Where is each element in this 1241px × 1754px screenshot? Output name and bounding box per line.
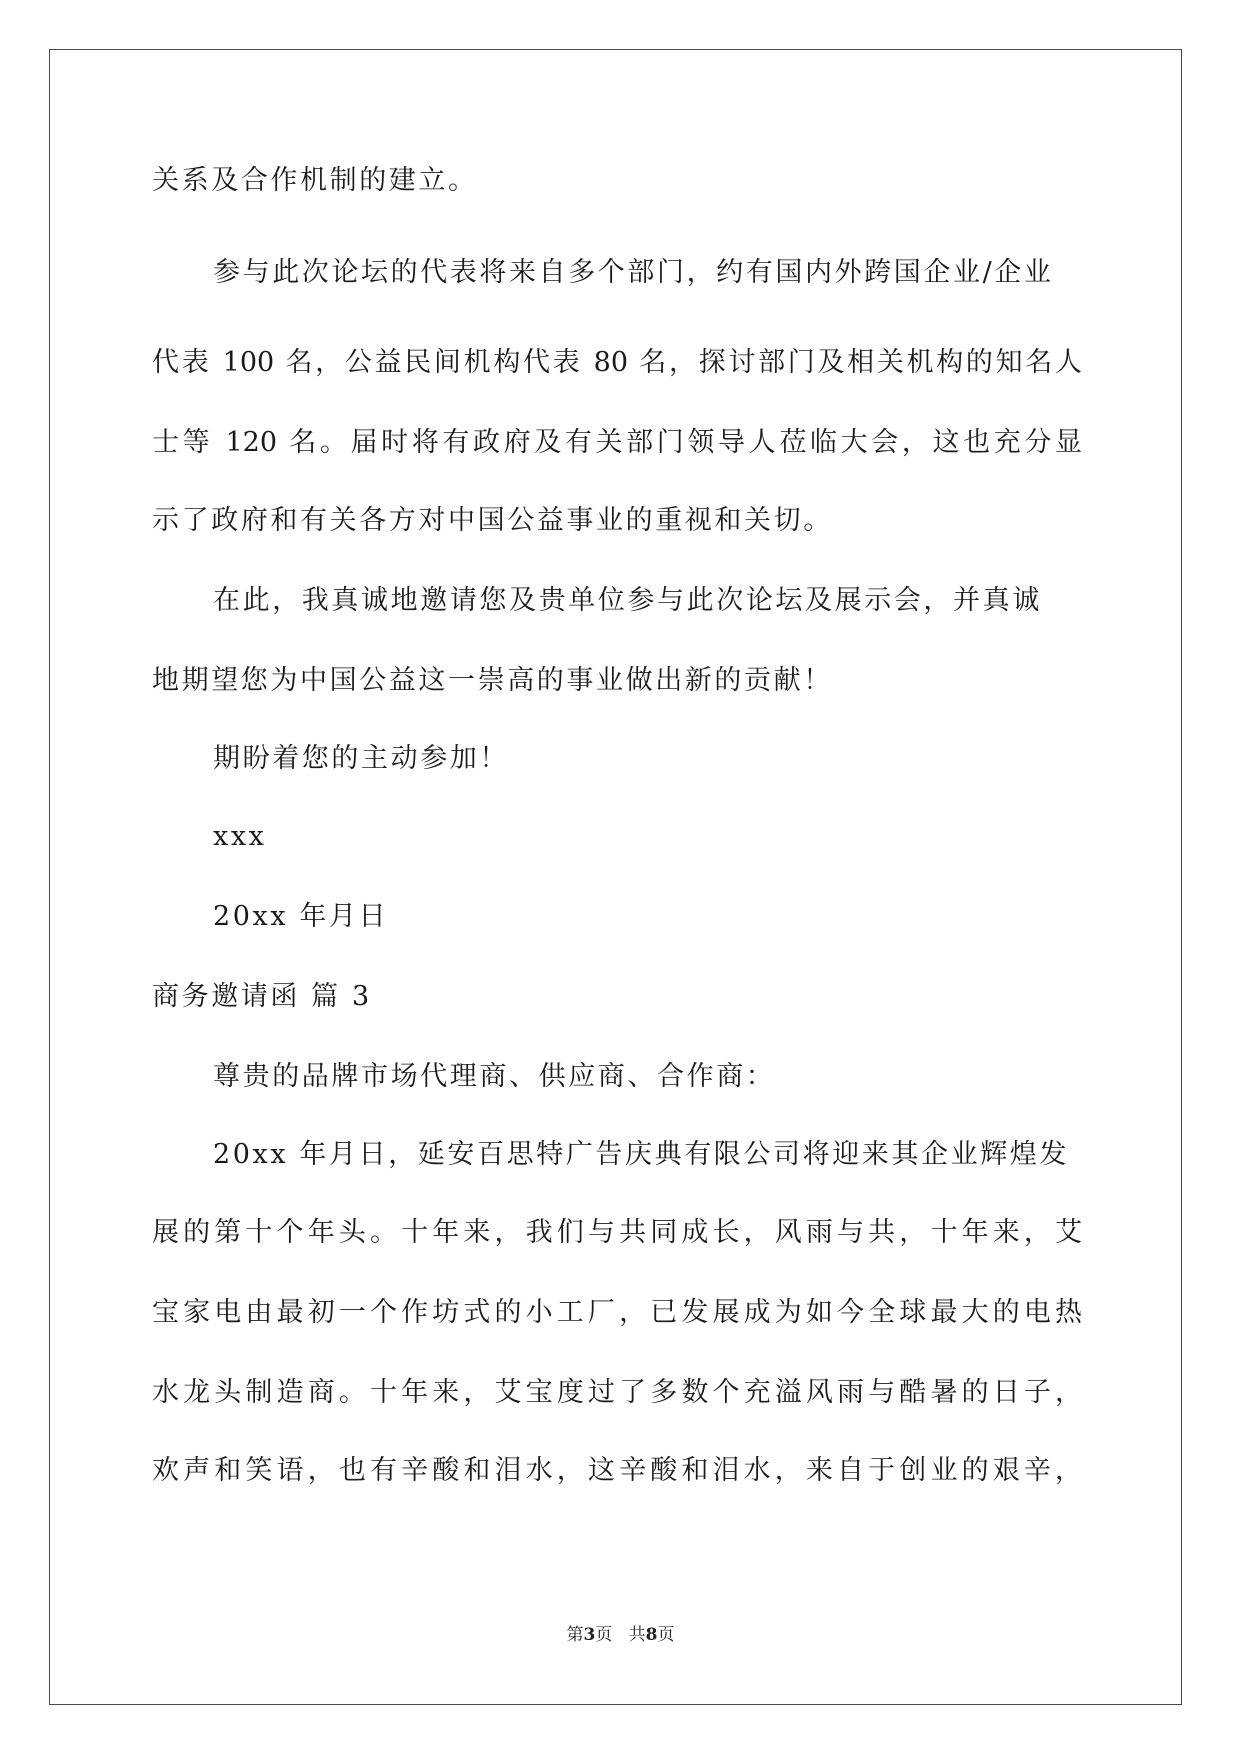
signature: xxx <box>213 821 267 852</box>
date-line: 20xx 年月日 <box>213 901 389 932</box>
page-number: 3 <box>583 1625 596 1645</box>
body-line-3: 代表 100 名，公益民间机构代表 80 名，探讨部门及相关机构的知名人 <box>152 347 1082 378</box>
total-prefix: 共 <box>628 1625 646 1645</box>
page-prefix: 第 <box>566 1625 584 1645</box>
body-line-4: 士等 120 名。届时将有政府及有关部门领导人莅临大会，这也充分显 <box>152 427 1082 458</box>
body-line-6: 在此，我真诚地邀请您及贵单位参与此次论坛及展示会，并真诚 <box>213 585 1042 616</box>
body-line-15: 宝家电由最初一个作坊式的小工厂，已发展成为如今全球最大的电热 <box>152 1297 1082 1328</box>
page-footer <box>0 1624 1241 1646</box>
body-line-17: 欢声和笑语，也有辛酸和泪水，这辛酸和泪水，来自于创业的艰辛， <box>152 1455 1082 1486</box>
body-line-16: 水龙头制造商。十年来，艾宝度过了多数个充溢风雨与酷暑的日子， <box>152 1377 1082 1408</box>
body-line-13: 20xx 年月日，延安百思特广告庆典有限公司将迎来其企业辉煌发 <box>213 1139 1069 1170</box>
body-line-7: 地期望您为中国公益这一崇高的事业做出新的贡献！ <box>152 665 833 696</box>
total-pages: 8 <box>645 1625 658 1645</box>
body-line-2: 参与此次论坛的代表将来自多个部门，约有国内外跨国企业/企业 <box>213 257 1054 288</box>
page-suffix: 页 <box>595 1625 613 1645</box>
body-line-5: 示了政府和有关各方对中国公益事业的重视和关切。 <box>152 505 833 536</box>
body-line-1: 关系及合作机制的建立。 <box>152 165 478 196</box>
body-line-8: 期盼着您的主动参加！ <box>213 743 509 774</box>
section-heading: 商务邀请函 篇 3 <box>152 981 372 1012</box>
body-line-14: 展的第十个年头。十年来，我们与共同成长，风雨与共，十年来，艾 <box>152 1217 1082 1248</box>
salutation: 尊贵的品牌市场代理商、供应商、合作商： <box>213 1061 776 1092</box>
total-suffix: 页 <box>657 1625 675 1645</box>
